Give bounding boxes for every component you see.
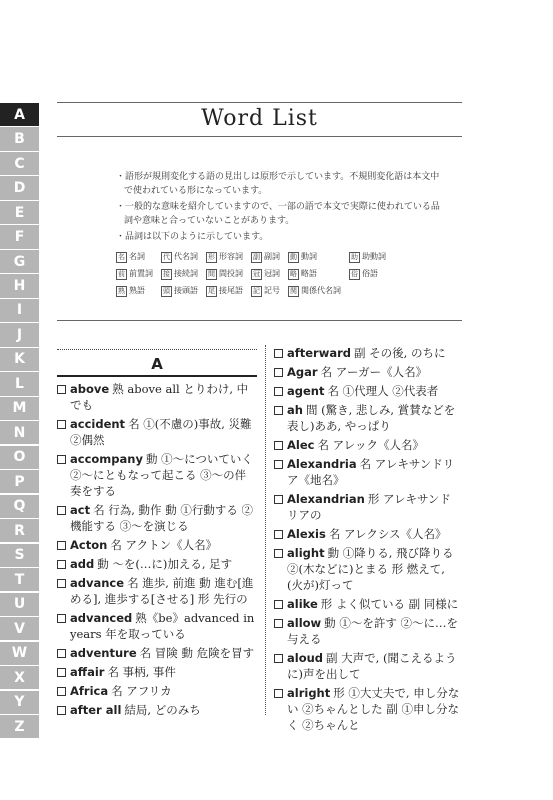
- entry-text: [70, 502, 257, 534]
- entry-checkbox[interactable]: [274, 368, 283, 377]
- pos-legend-item: [288, 284, 341, 298]
- note-text: ・品詞は以下のように示しています。: [116, 232, 269, 242]
- entry-headword: adventure: [70, 646, 137, 660]
- word-entry: [57, 610, 257, 642]
- entry-definition: 熟《be》advanced in years 年を取っている: [70, 611, 255, 641]
- entry-checkbox[interactable]: [57, 541, 66, 550]
- entry-checkbox[interactable]: [57, 706, 66, 715]
- entry-definition: 動 ①～についていく ②～にともなって起こる ③～の伴奏をする: [70, 452, 253, 498]
- column-divider: [265, 345, 266, 715]
- pos-mark: 代: [163, 252, 170, 261]
- word-entry: [57, 537, 257, 553]
- pos-label: 関係代名詞: [301, 286, 341, 295]
- entry-text: [287, 596, 462, 612]
- alphabet-tab-l[interactable]: L: [0, 372, 39, 395]
- pos-legend-item: [251, 267, 280, 281]
- alphabet-tab-x[interactable]: X: [0, 666, 39, 689]
- pos-mark: 動: [290, 252, 297, 261]
- entry-text: [287, 437, 462, 453]
- pos-legend-item: [251, 250, 280, 264]
- entry-checkbox[interactable]: [274, 549, 283, 558]
- pos-mark: 冠: [253, 269, 260, 278]
- pos-legend-item: [206, 267, 243, 281]
- pos-label: 略語: [301, 269, 317, 278]
- entry-checkbox[interactable]: [274, 460, 283, 469]
- entry-headword: add: [70, 557, 95, 571]
- entry-checkbox[interactable]: [274, 600, 283, 609]
- entry-checkbox[interactable]: [274, 441, 283, 450]
- entry-definition: 名 アレクシス《人名》: [328, 527, 447, 541]
- entry-definition: 名 アレキサンドリア《地名》: [287, 457, 455, 487]
- word-entry: [57, 683, 257, 699]
- entry-checkbox[interactable]: [57, 668, 66, 677]
- word-entry: [274, 650, 462, 682]
- word-entry: [57, 645, 257, 661]
- word-entry: [57, 381, 257, 413]
- entry-text: [70, 537, 257, 553]
- pos-label: 動詞: [301, 252, 317, 261]
- pos-label: 接続詞: [174, 269, 198, 278]
- alphabet-tab-t[interactable]: T: [0, 568, 39, 591]
- alphabet-tab-a[interactable]: A: [0, 103, 39, 126]
- pos-mark: 名: [118, 252, 125, 261]
- entry-headword: Alexandrian: [287, 492, 365, 506]
- note-text: ・一般的な意味を紹介していますので、一部の語で本文で実際に使われている品詞や意味と合っていないことがあります。: [116, 202, 440, 226]
- pos-label: 記号: [264, 286, 280, 295]
- pos-label: 形容詞: [219, 252, 243, 261]
- alphabet-tab-h[interactable]: H: [0, 274, 39, 297]
- entry-headword: agent: [287, 384, 325, 398]
- entry-checkbox[interactable]: [274, 387, 283, 396]
- notes-list: [116, 170, 446, 244]
- word-entry: [57, 416, 257, 448]
- word-entry: [274, 545, 462, 593]
- entry-checkbox[interactable]: [274, 619, 283, 628]
- entry-checkbox[interactable]: [57, 649, 66, 658]
- entry-text: [287, 650, 462, 682]
- entry-headword: aloud: [287, 651, 324, 665]
- entry-definition: 名 アーガー《人名》: [320, 365, 428, 379]
- entry-headword: advance: [70, 576, 125, 590]
- pos-legend-item: [288, 267, 341, 281]
- note-text: ・語形が規則変化する語の見出しは原形で示しています。不規則変化語は本文中で使われている形になっています。: [116, 172, 440, 196]
- pos-label: 名詞: [129, 252, 145, 261]
- pos-legend-item: [161, 250, 198, 264]
- right-entry-list: [274, 345, 462, 733]
- dotted-rule: [57, 349, 257, 350]
- pos-mark: 頭: [163, 286, 170, 295]
- entry-text: [287, 615, 462, 647]
- entry-definition: 間 (驚き, 悲しみ, 賞賛などを表し)ああ, やっぱり: [287, 403, 456, 433]
- entry-definition: 形 ①大丈夫で, 申し分ない ②ちゃんとした 副 ①申し分なく ②ちゃんと: [287, 686, 460, 732]
- entry-definition: 副 その後, のちに: [354, 346, 446, 360]
- pos-mark: 関: [290, 286, 297, 295]
- pos-legend-item: [288, 250, 341, 264]
- pos-mark: 尾: [208, 286, 215, 295]
- entry-text: [70, 575, 257, 607]
- pos-legend-item: [161, 284, 198, 298]
- entry-text: [287, 526, 462, 542]
- entry-definition: 動 ～を(…に)加える, 足す: [97, 557, 233, 571]
- entry-headword: accompany: [70, 452, 143, 466]
- entry-checkbox[interactable]: [274, 349, 283, 358]
- entry-definition: 名 事柄, 事件: [107, 665, 176, 679]
- section-heading: A: [151, 355, 163, 373]
- notes-bottom-rule: [57, 320, 462, 321]
- entry-text: [70, 556, 257, 572]
- entry-checkbox[interactable]: [274, 406, 283, 415]
- entry-text: [287, 364, 462, 380]
- entry-definition: 結局, どのみち: [124, 703, 201, 717]
- entry-headword: above: [70, 382, 110, 396]
- pos-legend-item: [116, 284, 153, 298]
- entry-headword: Alec: [287, 438, 315, 452]
- alphabet-tab-b[interactable]: B: [0, 127, 39, 150]
- entry-definition: 形 よく似ている 副 同様に: [320, 597, 459, 611]
- title-top-rule: [57, 102, 462, 103]
- entry-definition: 名 冒険 動 危険を冒す: [139, 646, 255, 660]
- pos-legend-item: [349, 267, 386, 281]
- pos-legend-item: [349, 250, 386, 264]
- entry-text: [287, 685, 462, 733]
- pos-mark: 助: [351, 252, 358, 261]
- note-item: [116, 170, 446, 198]
- pos-mark: 俗: [351, 269, 358, 278]
- word-entry: [274, 437, 462, 453]
- word-entry: [57, 702, 257, 718]
- entry-headword: alright: [287, 686, 331, 700]
- word-entry: [274, 615, 462, 647]
- pos-label: 助動詞: [362, 252, 386, 261]
- alphabet-tab-c[interactable]: C: [0, 152, 39, 175]
- word-entry: [57, 664, 257, 680]
- pos-label: 熟語: [129, 286, 145, 295]
- alphabet-tab-o[interactable]: O: [0, 446, 39, 469]
- page-title: Word List: [201, 106, 318, 131]
- entry-headword: Alexandria: [287, 457, 357, 471]
- pos-label: 副詞: [264, 252, 280, 261]
- entry-text: [70, 664, 257, 680]
- section-rule: [57, 375, 257, 377]
- entry-checkbox[interactable]: [57, 420, 66, 429]
- entry-definition: 動 ①降りる, 飛び降りる ②(木などに)とまる 形 燃えて, (火が)灯って: [287, 546, 454, 592]
- entry-text: [287, 345, 462, 361]
- alphabet-tab-m[interactable]: M: [0, 397, 39, 420]
- pos-mark: 接: [163, 269, 170, 278]
- entry-definition: 名 ①(不慮の)事故, 災難 ②偶然: [70, 417, 252, 447]
- entry-definition: 名 進歩, 前進 動 進む[進める], 進歩する[させる] 形 先行の: [70, 576, 254, 606]
- pos-legend-item: [206, 284, 243, 298]
- entry-headword: afterward: [287, 346, 352, 360]
- entry-headword: alike: [287, 597, 318, 611]
- pos-legend-item: [116, 250, 153, 264]
- entry-headword: advanced: [70, 611, 133, 625]
- entry-definition: 副 大声で, (聞こえるように)声を出して: [287, 651, 457, 681]
- entry-checkbox[interactable]: [274, 495, 283, 504]
- entry-text: [70, 451, 257, 499]
- left-entry-list: [57, 381, 257, 718]
- alphabet-tab-q[interactable]: Q: [0, 495, 39, 518]
- entry-text: [287, 456, 462, 488]
- word-entry: [274, 596, 462, 612]
- entry-headword: allow: [287, 616, 322, 630]
- notes-block: [116, 170, 446, 298]
- entry-text: [70, 683, 257, 699]
- pos-legend-item: [116, 267, 153, 281]
- word-entry: [57, 502, 257, 534]
- entry-checkbox[interactable]: [57, 506, 66, 515]
- alphabet-tab-i[interactable]: I: [0, 299, 39, 322]
- word-entry: [274, 402, 462, 434]
- pos-legend: [116, 250, 446, 298]
- note-item: [116, 230, 446, 244]
- entry-checkbox[interactable]: [274, 530, 283, 539]
- word-entry: [274, 685, 462, 733]
- left-column: [57, 349, 257, 721]
- pos-mark: 副: [253, 252, 260, 261]
- alphabet-tab-j[interactable]: J: [0, 323, 39, 346]
- alphabet-tab-z[interactable]: Z: [0, 715, 39, 738]
- entry-headword: Acton: [70, 538, 108, 552]
- entry-definition: 名 行為, 動作 動 ①行動する ②機能する ③～を演じる: [70, 503, 254, 533]
- pos-mark: 間: [208, 269, 215, 278]
- entry-text: [70, 645, 257, 661]
- alphabet-tab-p[interactable]: P: [0, 470, 39, 493]
- entry-checkbox[interactable]: [57, 687, 66, 696]
- alphabet-tab-y[interactable]: Y: [0, 691, 39, 714]
- pos-mark: 形: [208, 252, 215, 261]
- entry-text: [287, 545, 462, 593]
- entry-text: [287, 491, 462, 523]
- note-item: [116, 200, 446, 228]
- entry-headword: accident: [70, 417, 126, 431]
- entry-checkbox[interactable]: [57, 455, 66, 464]
- entry-text: [70, 381, 257, 413]
- alphabet-tab-n[interactable]: N: [0, 421, 39, 444]
- word-entry: [274, 456, 462, 488]
- pos-label: 俗語: [362, 269, 378, 278]
- entry-text: [70, 610, 257, 642]
- alphabet-tab-e[interactable]: E: [0, 201, 39, 224]
- pos-legend-item: [206, 250, 243, 264]
- entry-text: [287, 402, 462, 434]
- pos-legend-item: [161, 267, 198, 281]
- alphabet-tab-u[interactable]: U: [0, 593, 39, 616]
- entry-definition: 動 ①～を許す ②～に…を与える: [287, 616, 458, 646]
- entry-checkbox[interactable]: [57, 579, 66, 588]
- entry-checkbox[interactable]: [274, 654, 283, 663]
- pos-mark: 記: [253, 286, 260, 295]
- entry-checkbox[interactable]: [57, 614, 66, 623]
- alphabet-tab-s[interactable]: S: [0, 544, 39, 567]
- alphabet-tab-f[interactable]: F: [0, 225, 39, 248]
- pos-label: 接尾語: [219, 286, 243, 295]
- entry-checkbox[interactable]: [57, 560, 66, 569]
- pos-label: 接頭語: [174, 286, 198, 295]
- alphabet-index: [0, 103, 39, 740]
- alphabet-tab-w[interactable]: W: [0, 642, 39, 665]
- entry-text: [70, 702, 257, 718]
- alphabet-tab-d[interactable]: D: [0, 176, 39, 199]
- alphabet-tab-r[interactable]: R: [0, 519, 39, 542]
- alphabet-tab-k[interactable]: K: [0, 348, 39, 371]
- pos-mark: 略: [290, 269, 297, 278]
- word-entry: [274, 345, 462, 361]
- entry-headword: act: [70, 503, 91, 517]
- right-column: [274, 345, 462, 736]
- pos-mark: 前: [118, 269, 125, 278]
- word-entry: [274, 364, 462, 380]
- entry-headword: after all: [70, 703, 122, 717]
- word-entry: [57, 451, 257, 499]
- entry-definition: 名 アクトン《人名》: [110, 538, 218, 552]
- entry-headword: ah: [287, 403, 303, 417]
- entry-text: [70, 416, 257, 448]
- entry-definition: 形 アレキサンドリアの: [287, 492, 451, 522]
- entry-headword: alight: [287, 546, 325, 560]
- alphabet-tab-g[interactable]: G: [0, 250, 39, 273]
- word-entry: [274, 383, 462, 399]
- word-entry: [274, 526, 462, 542]
- entry-definition: 名 アフリカ: [111, 684, 172, 698]
- entry-headword: affair: [70, 665, 105, 679]
- entry-definition: 名 ①代理人 ②代表者: [327, 384, 439, 398]
- word-entry: [57, 575, 257, 607]
- alphabet-tab-v[interactable]: V: [0, 617, 39, 640]
- entry-headword: Agar: [287, 365, 318, 379]
- entry-definition: 熟 above all とりわけ, 中でも: [70, 382, 249, 412]
- pos-legend-item: [251, 284, 280, 298]
- entry-checkbox[interactable]: [57, 385, 66, 394]
- entry-definition: 名 アレック《人名》: [317, 438, 425, 452]
- entry-headword: Alexis: [287, 527, 326, 541]
- entry-text: [287, 383, 462, 399]
- word-entry: [274, 491, 462, 523]
- title-bottom-rule: [57, 136, 462, 137]
- pos-label: 冠詞: [264, 269, 280, 278]
- entry-headword: Africa: [70, 684, 109, 698]
- entry-checkbox[interactable]: [274, 689, 283, 698]
- pos-label: 間投詞: [219, 269, 243, 278]
- pos-label: 代名詞: [174, 252, 198, 261]
- word-entry: [57, 556, 257, 572]
- pos-label: 前置詞: [129, 269, 153, 278]
- pos-mark: 熟: [118, 286, 125, 295]
